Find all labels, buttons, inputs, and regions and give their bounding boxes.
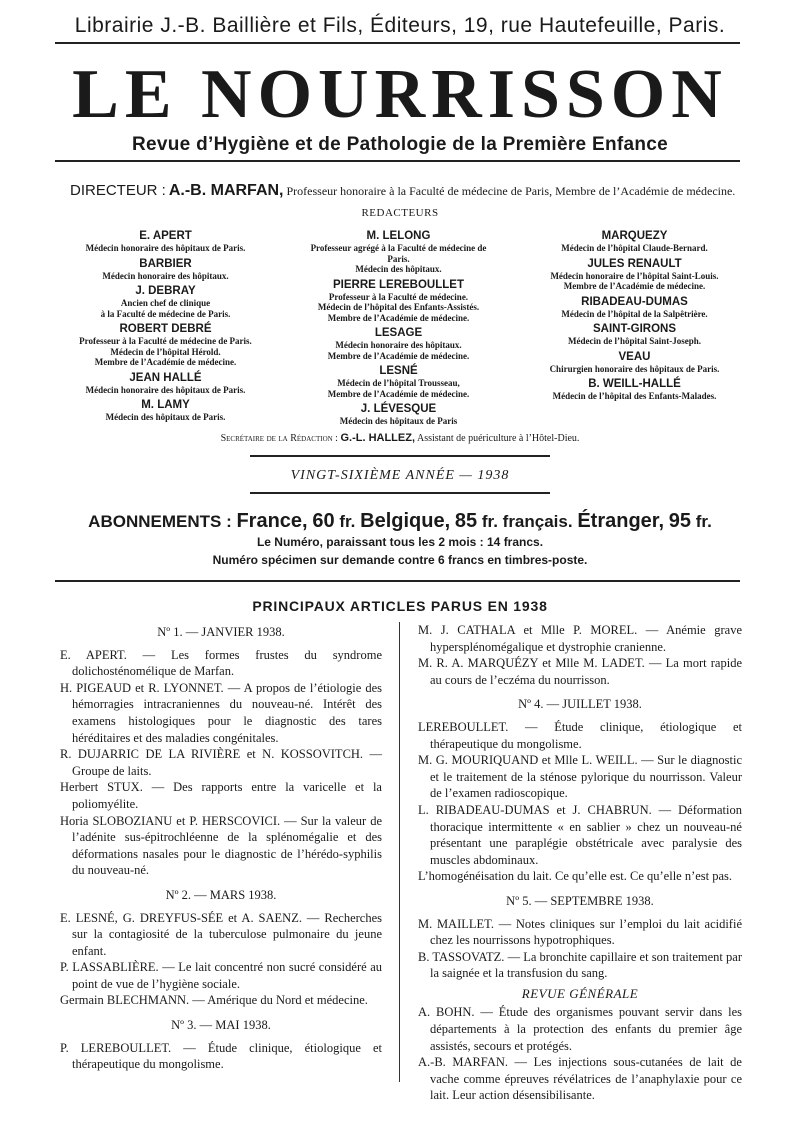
etranger-label: Étranger, [577, 510, 665, 532]
article-entry: Germain BLECHMANN. — Amérique du Nord et médecine. [60, 993, 368, 1008]
article-entry: M. J. CATHALA et Mlle P. MOREL. — Anémie grave hypersplénomégalique et dystrophie cranienne. [418, 623, 742, 654]
editor-description: Médecin de l’hôpital Saint-Joseph. [567, 336, 701, 346]
editor-name: E. APERT [139, 230, 192, 242]
issue-heading: Nº 3. — MAI 1938. [171, 1018, 271, 1033]
articles-column-right [418, 622, 742, 1104]
article-entry: A. BOHN. — Étude des organismes pouvant servir dans les départements à la protection des enfants du premier âge assistés, secours et protégés. [418, 1005, 742, 1053]
redacteurs-label: REDACTEURS [361, 207, 439, 219]
issue-price-line: Le Numéro, paraissant tous les 2 mois : 14 francs. [256, 535, 544, 549]
editor-description: Paris. [387, 253, 410, 264]
editor-description: Médecin honoraire des hôpitaux de Paris. [85, 384, 246, 395]
article-entry: B. TASSOVATZ. — La bronchite capillaire et son traitement par la saignée et la transfusion du sang. [418, 949, 742, 981]
editor-description: Médecin honoraire des hôpitaux. [102, 270, 229, 281]
secretary-label: Secrétaire de la Rédaction : [220, 433, 338, 444]
editor-name: RIBADEAU-DUMAS [581, 295, 688, 308]
editor-name: JULES RENAULT [587, 257, 682, 270]
articles-title: PRINCIPAUX ARTICLES PARUS EN 1938 [252, 598, 548, 614]
articles-column-left [60, 622, 382, 1073]
article-entry: E. LESNÉ, G. DREYFUS-SÉE et A. SAENZ. — Recherches sur la contagiosité de la tuberculose pulmonaire du jeune enfant. [60, 910, 382, 958]
editor-description: Ancien chef de clinique [120, 298, 211, 308]
editor-name: JEAN HALLÉ [129, 371, 202, 384]
director-label: DIRECTEUR : [70, 182, 166, 199]
publisher-line: Librairie J.-B. Baillière et Fils, Éditeurs, 19, rue Hautefeuille, Paris. [74, 14, 726, 37]
editor-description: Professeur à la Faculté de médecine de Paris. [79, 336, 252, 346]
article-entry: L’homogénéisation du lait. Ce qu’elle est. Ce qu’elle n’est pas. [418, 869, 733, 884]
editors-column-left [58, 226, 273, 423]
france-unit: fr. [339, 512, 356, 531]
france-label: France, [236, 510, 308, 532]
year-rule-top [250, 455, 550, 457]
secretary-name: G.-L. HALLEZ, [340, 432, 416, 444]
article-entry: P. LEREBOULLET. — Étude clinique, étiologique et thérapeutique du mongolisme. [60, 1040, 382, 1072]
journal-subtitle: Revue d’Hygiène et de Pathologie de la Première Enfance [131, 134, 668, 155]
year-rule-bottom [250, 492, 550, 494]
issue-heading: Nº 2. — MARS 1938. [165, 887, 277, 902]
editor-description: Médecin de l’hôpital des Enfants-Malades. [552, 391, 717, 401]
editor-description: Membre de l’Académie de médecine. [94, 357, 237, 367]
issue-heading: Nº 1. — JANVIER 1938. [157, 625, 285, 639]
belgique-price: 85 [454, 510, 478, 532]
editors-column-middle [286, 226, 511, 427]
editor-name: VEAU [618, 350, 651, 363]
editor-description: Médecin des hôpitaux. [355, 264, 442, 274]
belgique-unit: fr. français. [481, 512, 573, 531]
section-heading: REVUE GÉNÉRALE [521, 985, 639, 1001]
editor-name: B. WEILL-HALLÉ [588, 378, 681, 390]
editor-name: MARQUEZY [601, 230, 668, 242]
issue-heading: Nº 4. — JUILLET 1938. [518, 697, 642, 712]
director-title: Professeur honoraire à la Faculté de médecine de Paris, Membre de l’Académie de médecine. [286, 184, 736, 198]
article-entry: M. G. MOURIQUAND et Mlle L. WEILL. — Sur le diagnostic et le traitement de la sténose pylorique du nourrisson. Valeur de l’examen radioscopique. [418, 753, 742, 801]
director-name: A.-B. MARFAN, [168, 182, 284, 199]
editor-name: J. LÉVESQUE [360, 403, 437, 415]
subscriptions-label: ABONNEMENTS : [88, 512, 232, 531]
editor-description: Chirurgien honoraire des hôpitaux de Paris. [549, 363, 720, 374]
editor-description: à la Faculté de médecine de Paris. [100, 308, 231, 319]
top-rule [55, 42, 740, 44]
article-entry: H. PIGEAUD et R. LYONNET. — A propos de l’étiologie des hémorragies intracraniennes du nouveau-né. Intérêt des examens histologiques pour le diagnostic des tares héréditaires et des maladies congénitales. [60, 680, 382, 745]
article-entry: P. LASSABLIÈRE. — Le lait concentré non sucré considéré au point de vue de l’hygiène sociale. [60, 960, 382, 991]
editor-description: Membre de l’Académie de médecine. [327, 312, 470, 323]
editor-description: Médecin de l’hôpital Trousseau, [337, 378, 460, 388]
column-divider [399, 622, 400, 1082]
etranger-unit: fr. [695, 512, 712, 531]
journal-title: LE NOURRISSON [72, 56, 728, 133]
article-entry: E. APERT. — Les formes frustes du syndrome dolichosténomélique de Marfan. [60, 647, 382, 679]
editor-description: Médecin honoraire des hôpitaux. [335, 340, 462, 350]
editor-name: J. DEBRAY [135, 285, 196, 297]
editor-name: ROBERT DEBRÉ [119, 323, 212, 335]
article-entry: LEREBOULLET. — Étude clinique, étiologique et thérapeutique du mongolisme. [418, 719, 742, 751]
article-entry: M. MAILLET. — Notes cliniques sur l’emploi du lait acidifié chez les nourrissons hypotrophiques. [418, 916, 742, 948]
editor-description: Professeur à la Faculté de médecine. [328, 291, 469, 302]
editor-name: M. LELONG [366, 230, 431, 242]
editor-description: Médecin honoraire de l’hôpital Saint-Louis. [550, 270, 719, 281]
subscriptions-line [0, 510, 800, 533]
editor-description: Professeur agrégé à la Faculté de médecine de [310, 243, 487, 253]
year-line: VINGT-SIXIÈME ANNÉE — 1938 [290, 468, 510, 483]
editor-description: Médecin honoraire des hôpitaux de Paris. [85, 243, 246, 253]
editor-description: Médecin de l’hôpital des Enfants-Assistés. [317, 302, 480, 312]
editor-description: Médecin de l’hôpital de la Salpêtrière. [561, 308, 708, 319]
article-entry: Herbert STUX. — Des rapports entre la varicelle et la poliomyélite. [60, 780, 382, 811]
editor-description: Médecin de l’hôpital Claude-Bernard. [561, 243, 708, 253]
belgique-label: Belgique, [360, 510, 451, 532]
article-entry: A.-B. MARFAN. — Les injections sous-cutanées de lait de vache comme épreuves révélatrices de l’anaphylaxie pour ce lait. Leur action désensibilisante. [418, 1055, 742, 1103]
issue-heading: Nº 5. — SEPTEMBRE 1938. [506, 893, 654, 908]
article-entry: Horia SLOBOZIANU et P. HERSCOVICI. — Sur la valeur de l’adénite sus-épitrochléenne de la splénomégalie et des déformations nasales pour le diagnostic de l’hérédo-syphilis du nouveau-né. [60, 813, 382, 878]
editor-name: PIERRE LEREBOULLET [333, 278, 464, 291]
masthead-rule [55, 160, 740, 162]
editor-description: Médecin des hôpitaux de Paris. [105, 412, 226, 422]
specimen-line: Numéro spécimen sur demande contre 6 francs en timbres-poste. [212, 553, 588, 567]
article-entry: R. DUJARRIC DE LA RIVIÈRE et N. KOSSOVITCH. — Groupe de laits. [60, 747, 382, 778]
editor-name: BARBIER [139, 257, 192, 270]
article-entry: M. R. A. MARQUÉZY et Mlle M. LADET. — La mort rapide au cours de l’eczéma du nourrisson. [418, 656, 742, 687]
etranger-price: 95 [668, 510, 692, 532]
editor-description: Médecin des hôpitaux de Paris [339, 416, 458, 426]
director-line [70, 182, 770, 200]
editor-name: SAINT-GIRONS [592, 323, 677, 335]
editor-description: Membre de l’Académie de médecine. [327, 350, 470, 361]
france-price: 60 [312, 510, 335, 532]
editor-name: M. LAMY [141, 399, 190, 411]
secretary-line [0, 432, 800, 444]
editors-column-right [522, 226, 747, 402]
article-entry: L. RIBADEAU-DUMAS et J. CHABRUN. — Déformation thoracique intermittente « en sablier » chez un nouveau-né présentant une paraplégie obstétricale avec paralysie des muscles abdominaux. [418, 802, 742, 867]
articles-rule [55, 580, 740, 582]
editor-description: Médecin de l’hôpital Hérold. [110, 346, 221, 357]
editor-description: Membre de l’Académie de médecine. [327, 388, 470, 399]
editor-name: LESAGE [374, 327, 423, 339]
editor-name: LESNÉ [379, 365, 418, 377]
editor-description: Membre de l’Académie de médecine. [563, 281, 706, 291]
secretary-title: Assistant de puériculture à l’Hôtel-Dieu. [416, 433, 580, 444]
